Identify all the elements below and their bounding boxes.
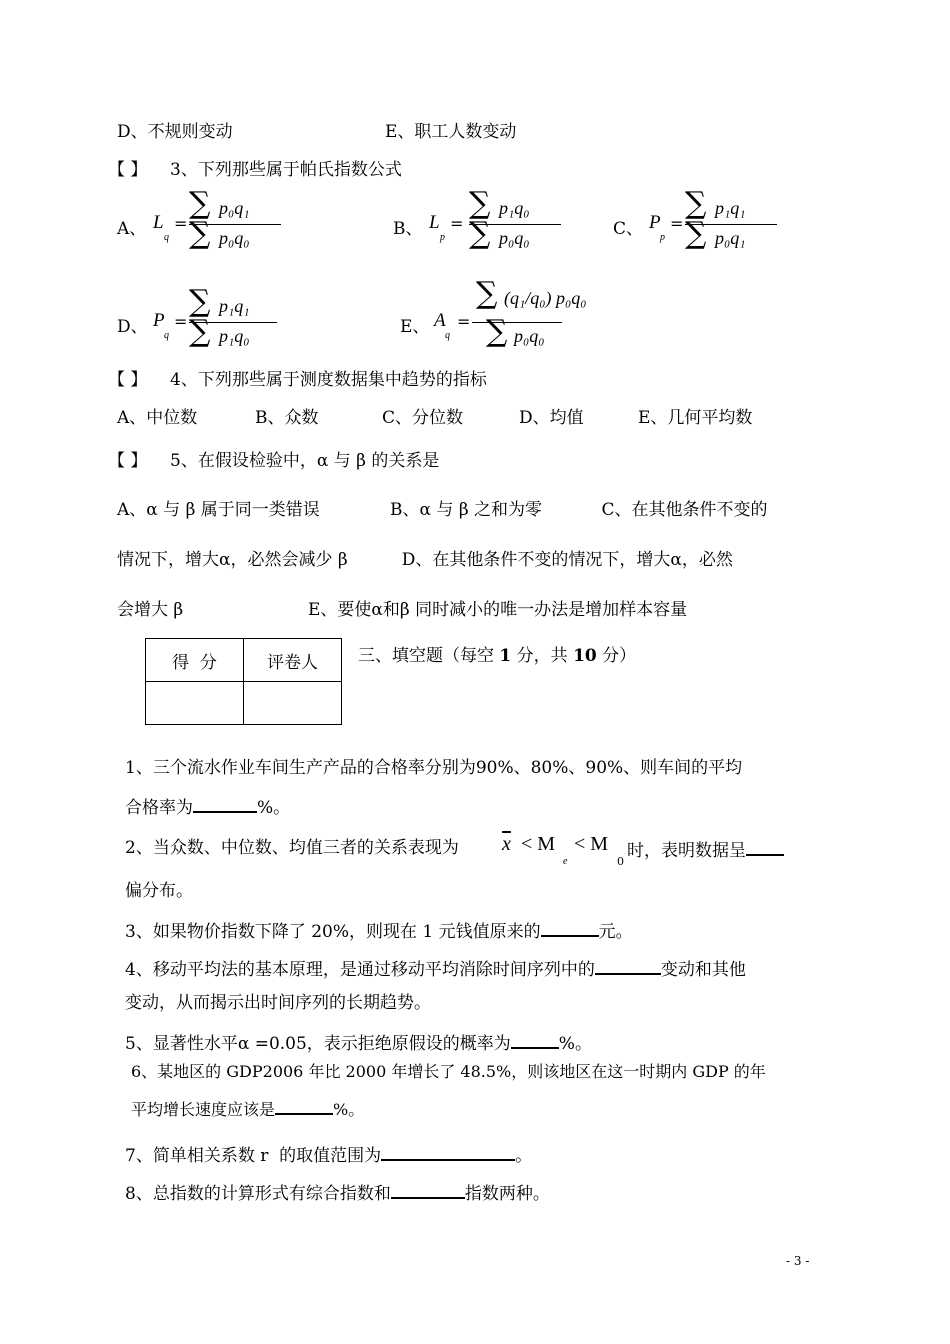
fill-q3-blank[interactable] <box>541 919 599 937</box>
fill-q2-lt-m0: < M <box>574 833 609 855</box>
fill-q7-blank[interactable] <box>381 1143 515 1161</box>
q5-options-line2: 情况下，增大α，必然会减少 β D、在其他条件不变的情况下，增大α，必然 <box>117 550 733 570</box>
fill-q4-line1: 4、移动平均法的基本原理，是通过移动平均消除时间序列中的 变动和其他 <box>125 957 746 980</box>
q4-option-e: E、几何平均数 <box>638 408 753 428</box>
fill-q2-line1: 2、当众数、中位数、均值三者的关系表现为 <box>125 838 459 858</box>
fill-q6-line1: 6、某地区的 GDP2006 年比 2000 年增长了 48.5%，则该地区在这一时期内 GDP 的年 <box>131 1062 766 1081</box>
q4-option-a: A、中位数 <box>117 408 198 428</box>
fill-q5: 5、显著性水平α =0.05，表示拒绝原假设的概率为 %。 <box>125 1031 592 1054</box>
q3-option-c-formula: C、 P p = ∑ p₁q₁ ∑ p₀q₁ <box>613 192 813 252</box>
fill-q2-blank[interactable] <box>746 838 784 856</box>
q2-option-e: E、职工人数变动 <box>385 122 517 142</box>
fill-q4-line2: 变动，从而揭示出时间序列的长期趋势。 <box>125 993 431 1013</box>
q5-options-line3a: 会增大 β <box>117 600 184 620</box>
q4-stem: 4、下列那些属于测度数据集中趋势的指标 <box>170 370 487 390</box>
q4-option-b: B、众数 <box>255 408 319 428</box>
fill-q1-line1: 1、三个流水作业车间生产产品的合格率分别为90%、80%、90%、则车间的平均 <box>125 758 743 778</box>
fill-q1-line2: 合格率为 %。 <box>125 795 290 818</box>
q5-options-line1: A、α 与 β 属于同一类错误 B、α 与 β 之和为零 C、在其他条件不变的 <box>117 500 768 520</box>
q5-stem: 5、在假设检验中，α 与 β 的关系是 <box>170 451 440 471</box>
fill-q2-sub-e: e <box>563 856 568 867</box>
q3-answer-bracket: 【 】 <box>108 160 148 180</box>
q5-answer-bracket: 【 】 <box>108 451 148 471</box>
q3-option-b-formula: B、 L p = ∑ p₁q₀ ∑ p₀q₀ <box>393 192 593 252</box>
fill-q6-line2: 平均增长速度应该是 %。 <box>131 1100 365 1119</box>
fill-q4-blank[interactable] <box>595 957 661 975</box>
fill-q2-line1b: 时，表明数据呈 <box>627 838 784 861</box>
fill-q2-xbar: $\overline{x}$ <box>502 833 511 855</box>
fill-q2-line2: 偏分布。 <box>125 881 193 901</box>
fill-q7: 7、简单相关系数 r 的取值范围为 。 <box>125 1143 532 1166</box>
fill-q6-blank[interactable] <box>275 1099 333 1115</box>
grader-header: 评卷人 <box>244 639 342 682</box>
fill-q3: 3、如果物价指数下降了 20%，则现在 1 元钱值原来的 元。 <box>125 919 633 942</box>
q2-option-d: D、不规则变动 <box>117 122 233 142</box>
q3-option-a-formula: A、 L q = ∑ p₀q₁ ∑ p₀q₀ <box>117 192 317 252</box>
score-header: 得 分 <box>146 639 244 682</box>
q3-option-e-formula: E、 A q = ∑ (q₁/q₀) p₀q₀ ∑ p₀q₀ <box>400 276 587 349</box>
fill-q8: 8、总指数的计算形式有综合指数和 指数两种。 <box>125 1181 550 1204</box>
page-number: - 3 - <box>786 1254 810 1268</box>
q3-option-d-formula: D、 P q = ∑ p₁q₁ ∑ p₁q₀ <box>117 290 317 350</box>
q4-option-d: D、均值 <box>519 408 584 428</box>
fill-q2-sub-0: 0 <box>617 855 624 868</box>
fill-q1-blank[interactable] <box>193 795 257 813</box>
q4-answer-bracket: 【 】 <box>108 370 148 390</box>
score-cell[interactable] <box>146 682 244 725</box>
q4-option-c: C、分位数 <box>382 408 464 428</box>
section-3-title: 三、填空题（每空 1 分，共 10 分） <box>358 646 637 666</box>
q3-stem: 3、下列那些属于帕氏指数公式 <box>170 160 402 180</box>
fill-q8-blank[interactable] <box>391 1181 465 1199</box>
fill-q5-blank[interactable] <box>511 1031 559 1049</box>
q5-option-e: E、要使α和β 同时减小的唯一办法是增加样本容量 <box>308 600 688 620</box>
grader-cell[interactable] <box>244 682 342 725</box>
score-table <box>145 638 342 725</box>
fill-q2-lt-me: < M <box>521 833 556 855</box>
